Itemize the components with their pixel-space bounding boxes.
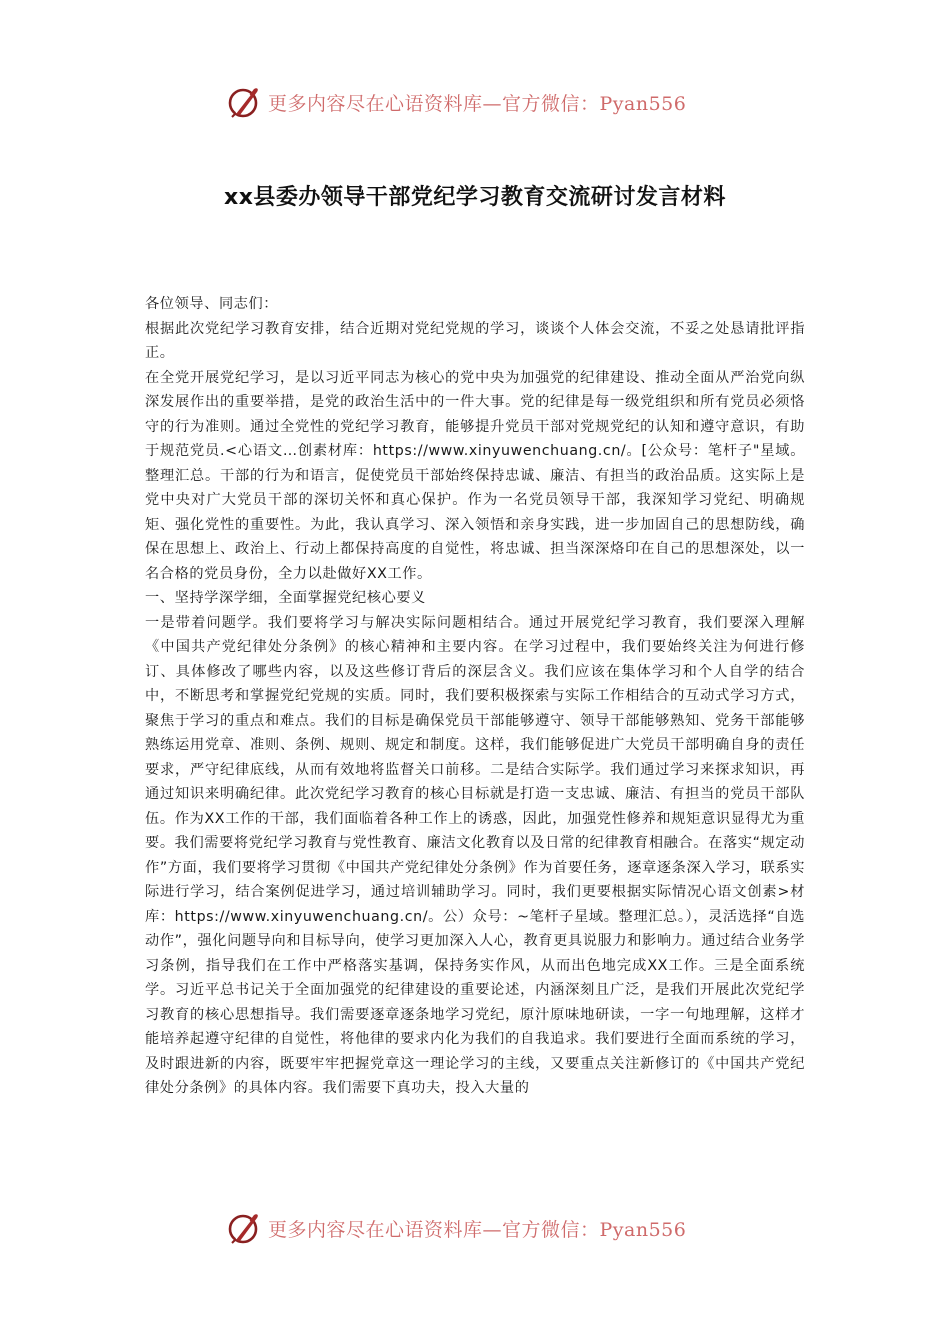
- paragraph-section-1: 一是带着问题学。我们要将学习与解决实际问题相结合。通过开展党纪学习教育，我们要深入理解《中国共产党纪律处分条例》的核心精神和主要内容。在学习过程中，我们要始终关注为何进行修订、具体修改了哪些内容，以及这些修订背后的深层含义。我们应该在集体学习和个人自学的结合中，不断思考和掌握党纪党规的实质。同时，我们要积极探索与实际工作相结合的互动式学习方式，聚焦于学习的重点和难点。我们的目标是确保党员干部能够遵守、领导干部能够熟知、党务干部能够熟练运用党章、准则、条例、规则、规定和制度。这样，我们能够促进广大党员干部明确自身的责任要求，严守纪律底线，从而有效地将监督关口前移。二是结合实际学。我们通过学习来探求知识，再通过知识来明确纪律。此次党纪学习教育的核心目标就是打造一支忠诚、廉洁、有担当的党员干部队伍。作为XX工作的干部，我们面临着各种工作上的诱惑，因此，加强党性修养和规矩意识显得尤为重要。我们需要将党纪学习教育与党性教育、廉洁文化教育以及日常的纪律教育相融合。在落实“规定动作”方面，我们要将学习贯彻《中国共产党纪律处分条例》作为首要任务，逐章逐条深入学习，联系实际进行学习，结合案例促进学习，通过培训辅助学习。同时，我们更要根据实际情况心语文创素>材库：https://www.xinyuwenchuang.cn/。公）众号：~笔杆子星域。整理汇总。），灵活选择“自选动作”，强化问题导向和目标导向，使学习更加深入人心，教育更具说服力和影响力。通过结合业务学习条例，指导我们在工作中严格落实基调，保持务实作风，从而出色地完成XX工作。三是全面系统学。习近平总书记关于全面加强党的纪律建设的重要论述，内涵深刻且广泛，是我们开展此次党纪学习教育的核心思想指导。我们需要逐章逐条地学习党纪，原汁原味地研读，一字一句地理解，这样才能培养起遵守纪律的自觉性，将他律的要求内化为我们的自我追求。我们要进行全面而系统的学习，及时跟进新的内容，既要牢牢把握党章这一理论学习的主线，又要重点关注新修订的《中国共产党纪律处分条例》的具体内容。我们需要下真功夫，投入大量的: [145, 614, 805, 1096]
- paragraph-background: 在全党开展党纪学习，是以习近平同志为核心的党中央为加强党的纪律建设、推动全面从严治党向纵深发展作出的重要举措，是党的政治生活中的一件大事。党的纪律是每一级党组织和所有党员必须恪守的行为准则。通过全党性的党纪学习教育，能够提升党员干部对党规党纪的认知和遵守意识，有助于规范党员.<心语文…创素材库：https://www.xinyuwenchuang.cn/。[公众号：笔杆子"星域。整理汇总。干部的行为和语言，促使党员干部始终保持忠诚、廉洁、有担当的政治品质。这实际上是党中央对广大党员干部的深切关怀和真心保护。作为一名党员领导干部，我深知学习党纪、明确规矩、强化党性的重要性。为此，我认真学习、深入领悟和亲身实践，进一步加固自己的思想防线，确保在思想上、政治上、行动上都保持高度的自觉性，将忠诚、担当深深烙印在自己的思想深处，以一名合格的党员身份，全力以赴做好XX工作。: [145, 369, 805, 582]
- quill-pen-logo-icon: [226, 1210, 262, 1246]
- footer-banner: [226, 1208, 726, 1248]
- quill-pen-logo-icon: [226, 84, 262, 120]
- header-banner: [226, 82, 726, 122]
- paragraph-intro: 根据此次党纪学习教育安排，结合近期对党纪党规的学习，谈谈个人体会交流，不妥之处恳请批评指正。: [145, 320, 805, 361]
- document-title: xx县委办领导干部党纪学习教育交流研讨发言材料: [224, 185, 726, 210]
- banner-text: 更多内容尽在心语资料库—官方微信：Pyan556: [268, 92, 687, 115]
- section-heading-1: 一、坚持学深学细，全面掌握党纪核心要义: [145, 590, 426, 606]
- document-body: [145, 292, 805, 1101]
- paragraph-salutation: 各位领导、同志们：: [145, 296, 279, 312]
- banner-text: 更多内容尽在心语资料库—官方微信：Pyan556: [268, 1218, 687, 1241]
